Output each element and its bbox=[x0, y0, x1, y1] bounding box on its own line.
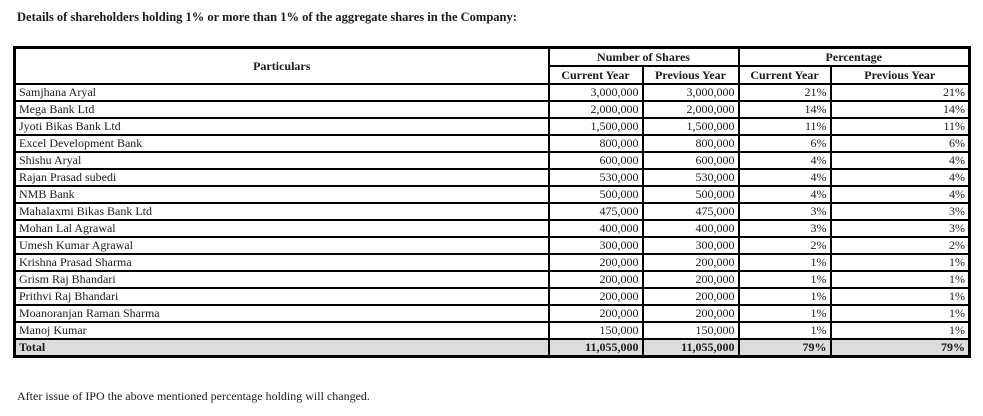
table-row bbox=[15, 186, 970, 203]
table-row bbox=[15, 288, 970, 305]
pct-previous-year: 6% bbox=[831, 135, 970, 152]
shareholder-name: Mahalaxmi Bikas Bank Ltd bbox=[15, 203, 549, 220]
header-shares-current-year: Current Year bbox=[549, 66, 643, 84]
pct-previous-year: 4% bbox=[831, 186, 970, 203]
shareholder-name: Mega Bank Ltd bbox=[15, 101, 549, 118]
shareholder-name: Moanoranjan Raman Sharma bbox=[15, 305, 549, 322]
pct-previous-year: 4% bbox=[831, 169, 970, 186]
pct-current-year: 14% bbox=[739, 101, 831, 118]
table-row bbox=[15, 84, 970, 101]
shares-current-year: 200,000 bbox=[549, 271, 643, 288]
shares-current-year: 800,000 bbox=[549, 135, 643, 152]
pct-previous-year: 1% bbox=[831, 322, 970, 339]
pct-previous-year: 1% bbox=[831, 305, 970, 322]
table-row bbox=[15, 152, 970, 169]
pct-previous-year: 1% bbox=[831, 271, 970, 288]
shares-current-year: 600,000 bbox=[549, 152, 643, 169]
pct-current-year: 2% bbox=[739, 237, 831, 254]
shares-current-year: 200,000 bbox=[549, 288, 643, 305]
header-particulars: Particulars bbox=[15, 48, 549, 85]
pct-current-year: 1% bbox=[739, 288, 831, 305]
shareholder-name: NMB Bank bbox=[15, 186, 549, 203]
shareholders-table bbox=[13, 46, 971, 358]
shareholder-name: Krishna Prasad Sharma bbox=[15, 254, 549, 271]
shares-current-year: 1,500,000 bbox=[549, 118, 643, 135]
section-title: Details of shareholders holding 1% or more than 1% of the aggregate shares in the Company: bbox=[17, 10, 517, 24]
shares-previous-year: 400,000 bbox=[643, 220, 739, 237]
shares-current-year: 200,000 bbox=[549, 305, 643, 322]
pct-current-year: 21% bbox=[739, 84, 831, 101]
shares-previous-year: 800,000 bbox=[643, 135, 739, 152]
shares-previous-year: 200,000 bbox=[643, 254, 739, 271]
table-row bbox=[15, 220, 970, 237]
shares-current-year: 3,000,000 bbox=[549, 84, 643, 101]
shares-current-year: 475,000 bbox=[549, 203, 643, 220]
pct-previous-year: 3% bbox=[831, 203, 970, 220]
shares-previous-year: 475,000 bbox=[643, 203, 739, 220]
shares-previous-year: 500,000 bbox=[643, 186, 739, 203]
table-row bbox=[15, 169, 970, 186]
header-number-of-shares: Number of Shares bbox=[549, 48, 739, 67]
pct-previous-year: 1% bbox=[831, 254, 970, 271]
table-row bbox=[15, 322, 970, 339]
footnote: After issue of IPO the above mentioned percentage holding will changed. bbox=[17, 389, 370, 403]
header-percentage: Percentage bbox=[739, 48, 970, 67]
header-shares-previous-year: Previous Year bbox=[643, 66, 739, 84]
pct-current-year: 1% bbox=[739, 322, 831, 339]
shareholder-name: Manoj Kumar bbox=[15, 322, 549, 339]
shareholder-name: Umesh Kumar Agrawal bbox=[15, 237, 549, 254]
header-pct-current-year: Current Year bbox=[739, 66, 831, 84]
total-row bbox=[15, 339, 970, 357]
pct-previous-year: 2% bbox=[831, 237, 970, 254]
pct-current-year: 4% bbox=[739, 152, 831, 169]
shares-previous-year: 200,000 bbox=[643, 288, 739, 305]
shares-current-year: 200,000 bbox=[549, 254, 643, 271]
pct-previous-year: 4% bbox=[831, 152, 970, 169]
shares-previous-year: 300,000 bbox=[643, 237, 739, 254]
total-shares-previous-year: 11,055,000 bbox=[643, 339, 739, 357]
table-row bbox=[15, 305, 970, 322]
shares-current-year: 500,000 bbox=[549, 186, 643, 203]
shares-previous-year: 200,000 bbox=[643, 271, 739, 288]
shares-previous-year: 1,500,000 bbox=[643, 118, 739, 135]
table-row bbox=[15, 271, 970, 288]
table-row bbox=[15, 118, 970, 135]
pct-current-year: 1% bbox=[739, 271, 831, 288]
total-pct-previous-year: 79% bbox=[831, 339, 970, 357]
shares-previous-year: 150,000 bbox=[643, 322, 739, 339]
pct-previous-year: 21% bbox=[831, 84, 970, 101]
total-label: Total bbox=[15, 339, 549, 357]
shareholder-name: Excel Development Bank bbox=[15, 135, 549, 152]
pct-current-year: 4% bbox=[739, 186, 831, 203]
shares-current-year: 400,000 bbox=[549, 220, 643, 237]
table-row bbox=[15, 254, 970, 271]
header-row-group bbox=[15, 48, 970, 67]
shareholder-name: Shishu Aryal bbox=[15, 152, 549, 169]
shareholder-name: Mohan Lal Agrawal bbox=[15, 220, 549, 237]
table-row bbox=[15, 135, 970, 152]
pct-current-year: 4% bbox=[739, 169, 831, 186]
pct-previous-year: 3% bbox=[831, 220, 970, 237]
pct-current-year: 1% bbox=[739, 305, 831, 322]
shareholder-name: Grism Raj Bhandari bbox=[15, 271, 549, 288]
table-row bbox=[15, 101, 970, 118]
pct-previous-year: 14% bbox=[831, 101, 970, 118]
shares-current-year: 300,000 bbox=[549, 237, 643, 254]
shareholder-name: Rajan Prasad subedi bbox=[15, 169, 549, 186]
table-row bbox=[15, 203, 970, 220]
total-pct-current-year: 79% bbox=[739, 339, 831, 357]
shareholder-name: Samjhana Aryal bbox=[15, 84, 549, 101]
shares-previous-year: 2,000,000 bbox=[643, 101, 739, 118]
shares-previous-year: 530,000 bbox=[643, 169, 739, 186]
pct-previous-year: 11% bbox=[831, 118, 970, 135]
pct-previous-year: 1% bbox=[831, 288, 970, 305]
shareholder-name: Jyoti Bikas Bank Ltd bbox=[15, 118, 549, 135]
pct-current-year: 3% bbox=[739, 203, 831, 220]
pct-current-year: 1% bbox=[739, 254, 831, 271]
shares-previous-year: 600,000 bbox=[643, 152, 739, 169]
shares-current-year: 150,000 bbox=[549, 322, 643, 339]
shares-previous-year: 3,000,000 bbox=[643, 84, 739, 101]
shares-current-year: 2,000,000 bbox=[549, 101, 643, 118]
table-row bbox=[15, 237, 970, 254]
header-pct-previous-year: Previous Year bbox=[831, 66, 970, 84]
shares-current-year: 530,000 bbox=[549, 169, 643, 186]
pct-current-year: 11% bbox=[739, 118, 831, 135]
shareholder-name: Prithvi Raj Bhandari bbox=[15, 288, 549, 305]
total-shares-current-year: 11,055,000 bbox=[549, 339, 643, 357]
shares-previous-year: 200,000 bbox=[643, 305, 739, 322]
pct-current-year: 6% bbox=[739, 135, 831, 152]
pct-current-year: 3% bbox=[739, 220, 831, 237]
